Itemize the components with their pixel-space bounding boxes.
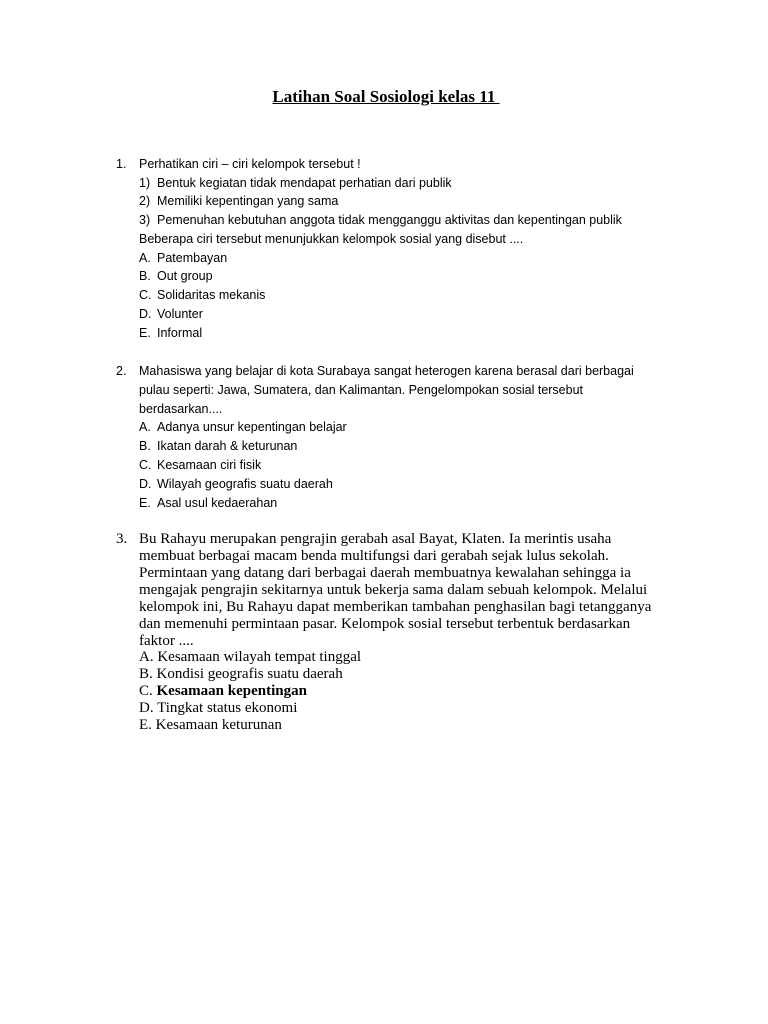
option-text: Kesamaan wilayah tempat tinggal xyxy=(157,649,362,665)
statement-mark: 1) xyxy=(139,176,151,190)
option-mark: C. xyxy=(139,683,153,699)
question-line: Bu Rahayu merupakan pengrajin gerabah asal Bayat, Klaten. Ia merintis usaha xyxy=(139,531,612,547)
option-text: Adanya unsur kepentingan belajar xyxy=(157,420,347,434)
statement-text: Bentuk kegiatan tidak mendapat perhatian dari publik xyxy=(157,176,452,190)
option-mark: A. xyxy=(139,251,151,265)
option-text-correct: Kesamaan kepentingan xyxy=(156,683,307,699)
option-c xyxy=(139,683,307,700)
option-text: Patembayan xyxy=(157,251,228,265)
question-line: dan memenuhi permintaan pasar. Kelompok sosial tersebut terbentuk berdasarkan xyxy=(139,616,631,632)
option-mark: E. xyxy=(139,496,151,510)
question-line: kelompok ini, Bu Rahayu dapat memberikan tambahan penghasilan bagi tetangganya xyxy=(139,599,652,615)
statement-text: Pemenuhan kebutuhan anggota tidak mengganggu aktivitas dan kepentingan publik xyxy=(157,213,622,227)
option-text: Out group xyxy=(157,269,213,283)
option-mark: A. xyxy=(139,649,154,665)
option-mark: E. xyxy=(139,326,151,340)
question-number: 1. xyxy=(116,157,127,171)
question-line: Permintaan yang datang dari berbagai daerah membuatnya kewalahan sehingga ia xyxy=(139,565,631,581)
question-number: 2. xyxy=(116,364,127,378)
option-text: Kesamaan keturunan xyxy=(155,717,282,733)
option-text: Kondisi geografis suatu daerah xyxy=(156,666,343,682)
option-mark: B. xyxy=(139,439,151,453)
option-mark: D. xyxy=(139,700,154,716)
statement-mark: 3) xyxy=(139,213,151,227)
option-d xyxy=(139,700,297,717)
option-mark: B. xyxy=(139,666,153,682)
question-intro: Perhatikan ciri – ciri kelompok tersebut ! xyxy=(139,157,361,171)
question-line: pulau seperti: Jawa, Sumatera, dan Kalimantan. Pengelompokan sosial tersebut xyxy=(139,383,584,397)
option-mark: A. xyxy=(139,420,151,434)
option-mark: C. xyxy=(139,458,152,472)
option-text: Wilayah geografis suatu daerah xyxy=(157,477,333,491)
question-line: membuat berbagai macam benda multifungsi dari gerabah sejak lulus sekolah. xyxy=(139,548,609,564)
question-text: Beberapa ciri tersebut menunjukkan kelompok sosial yang disebut .... xyxy=(139,232,524,246)
option-mark: B. xyxy=(139,269,151,283)
option-text: Asal usul kedaerahan xyxy=(157,496,278,510)
question-line: berdasarkan.... xyxy=(139,402,223,416)
option-mark: D. xyxy=(139,307,152,321)
option-text: Ikatan darah & keturunan xyxy=(157,439,298,453)
option-text: Kesamaan ciri fisik xyxy=(157,458,262,472)
option-mark: E. xyxy=(139,717,152,733)
page-title: Latihan Soal Sosiologi kelas 11 xyxy=(272,87,500,106)
option-b xyxy=(139,666,343,683)
question-line: faktor .... xyxy=(139,633,194,649)
option-text: Volunter xyxy=(157,307,203,321)
statement-text: Memiliki kepentingan yang sama xyxy=(157,194,339,208)
option-mark: C. xyxy=(139,288,152,302)
option-mark: D. xyxy=(139,477,152,491)
question-number: 3. xyxy=(116,531,128,547)
option-a xyxy=(139,649,361,666)
statement-mark: 2) xyxy=(139,194,151,208)
option-e xyxy=(139,717,282,734)
question-line: mengajak pengrajin sekitarnya untuk bekerja sama dalam sebuah kelompok. Melalui xyxy=(139,582,648,598)
option-text: Solidaritas mekanis xyxy=(157,288,266,302)
question-line: Mahasiswa yang belajar di kota Surabaya sangat heterogen karena berasal dari berbagai xyxy=(139,364,634,378)
option-text: Informal xyxy=(157,326,203,340)
option-text: Tingkat status ekonomi xyxy=(157,700,298,716)
